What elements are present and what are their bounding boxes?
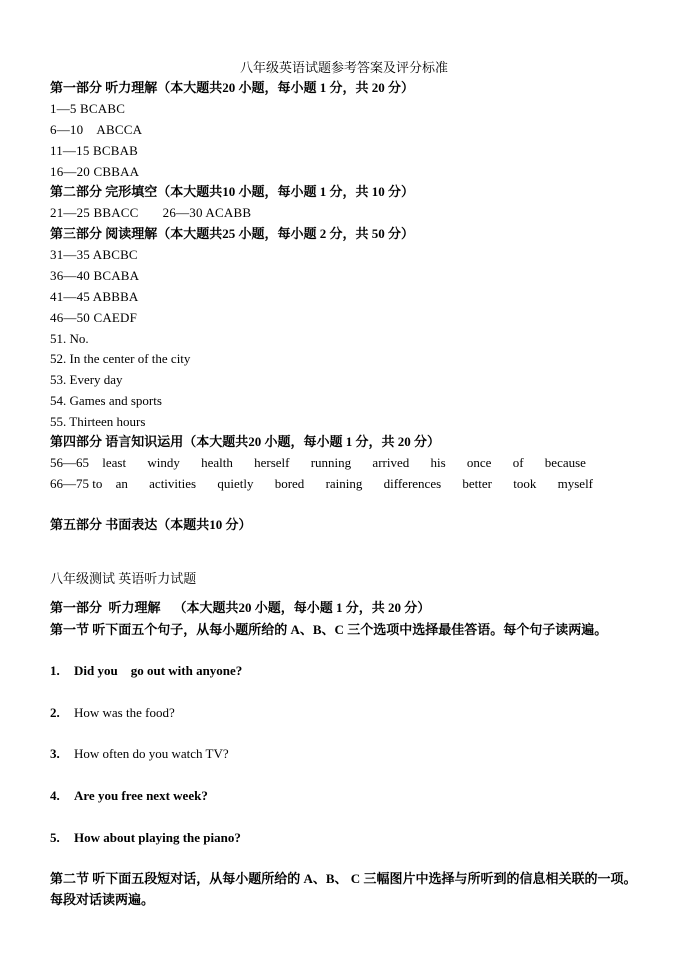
question-number: 2. bbox=[50, 705, 60, 720]
answer-line: 1—5 BCABC bbox=[50, 101, 126, 116]
question-number: 5. bbox=[50, 830, 60, 845]
answer-word: bored bbox=[274, 476, 305, 491]
answer-word: better bbox=[462, 476, 492, 491]
question-text: How was the food? bbox=[74, 705, 175, 720]
question-number: 1. bbox=[50, 663, 60, 678]
section1-instructions: 第一节 听下面五个句子，从每小题所给的 A、B、C 三个选项中选择最佳答语。每个句子读两遍。 bbox=[50, 622, 608, 637]
listening-test-title: 八年级测试 英语听力试题 bbox=[50, 571, 197, 586]
question-item bbox=[50, 705, 175, 721]
answer-line: 55. Thirteen hours bbox=[50, 414, 146, 429]
part1-heading: 第一部分 听力理解（本大题共20 小题，每小题 1 分，共 20 分） bbox=[50, 80, 415, 95]
question-item bbox=[50, 663, 242, 679]
answer-word: quietly bbox=[217, 476, 254, 491]
answer-line: 41—45 ABBBA bbox=[50, 289, 139, 304]
answer-line: 31—35 ABCBC bbox=[50, 247, 138, 262]
part2-heading: 第二部分 完形填空（本大题共10 小题，每小题 1 分，共 10 分） bbox=[50, 184, 415, 199]
answer-line: 21—25 BBACC 26—30 ACABB bbox=[50, 205, 252, 220]
answer-word: took bbox=[513, 476, 537, 491]
answer-word: health bbox=[201, 455, 233, 470]
answer-word: arrived bbox=[372, 455, 410, 470]
answer-word: running bbox=[310, 455, 352, 470]
answer-word: his bbox=[430, 455, 446, 470]
answer-line: 51. No. bbox=[50, 331, 89, 346]
answer-word: of bbox=[512, 455, 524, 470]
answer-word: differences bbox=[383, 476, 442, 491]
question-text: How often do you watch TV? bbox=[74, 746, 229, 761]
word-answer-row bbox=[50, 455, 604, 471]
answer-line: 54. Games and sports bbox=[50, 393, 162, 408]
row-lead: 56—65 bbox=[50, 455, 89, 470]
answer-word: activities bbox=[149, 476, 197, 491]
answer-line: 6—10 ABCCA bbox=[50, 122, 143, 137]
answer-word: least bbox=[102, 455, 127, 470]
answer-word: an bbox=[115, 476, 128, 491]
part3-heading: 第三部分 阅读理解（本大题共25 小题，每小题 2 分，共 50 分） bbox=[50, 226, 415, 241]
question-text: Did you go out with anyone? bbox=[74, 663, 243, 678]
page-title: 八年级英语试题参考答案及评分标准 bbox=[239, 60, 448, 75]
answer-word: once bbox=[466, 455, 492, 470]
answer-line: 52. In the center of the city bbox=[50, 351, 191, 366]
listening-part1-heading: 第一部分 听力理解 （本大题共20 小题，每小题 1 分，共 20 分） bbox=[50, 600, 431, 615]
answer-line: 36—40 BCABA bbox=[50, 268, 140, 283]
question-item bbox=[50, 830, 241, 846]
question-item bbox=[50, 788, 208, 804]
answer-word: because bbox=[544, 455, 586, 470]
answer-word: myself bbox=[557, 476, 594, 491]
part5-heading: 第五部分 书面表达（本题共10 分） bbox=[50, 517, 252, 532]
answer-line: 46—50 CAEDF bbox=[50, 310, 138, 325]
question-number: 4. bbox=[50, 788, 60, 803]
answer-line: 11—15 BCBAB bbox=[50, 143, 139, 158]
question-text: Are you free next week? bbox=[74, 788, 208, 803]
question-number: 3. bbox=[50, 746, 60, 761]
question-item bbox=[50, 746, 229, 762]
answer-line: 16—20 CBBAA bbox=[50, 164, 140, 179]
answer-word: herself bbox=[254, 455, 290, 470]
section2-instructions: 第二节 听下面五段短对话，从每小题所给的 A、B、 C 三幅图片中选择与所听到的信息相关联的一项。每段对话读两遍。 bbox=[50, 871, 637, 907]
answer-word: raining bbox=[325, 476, 363, 491]
answer-word: windy bbox=[147, 455, 180, 470]
word-answer-row bbox=[50, 476, 611, 492]
part4-heading: 第四部分 语言知识运用（本大题共20 小题，每小题 1 分，共 20 分） bbox=[50, 434, 441, 449]
answer-line: 53. Every day bbox=[50, 372, 123, 387]
row-lead: 66—75 to bbox=[50, 476, 103, 491]
question-text: How about playing the piano? bbox=[74, 830, 241, 845]
